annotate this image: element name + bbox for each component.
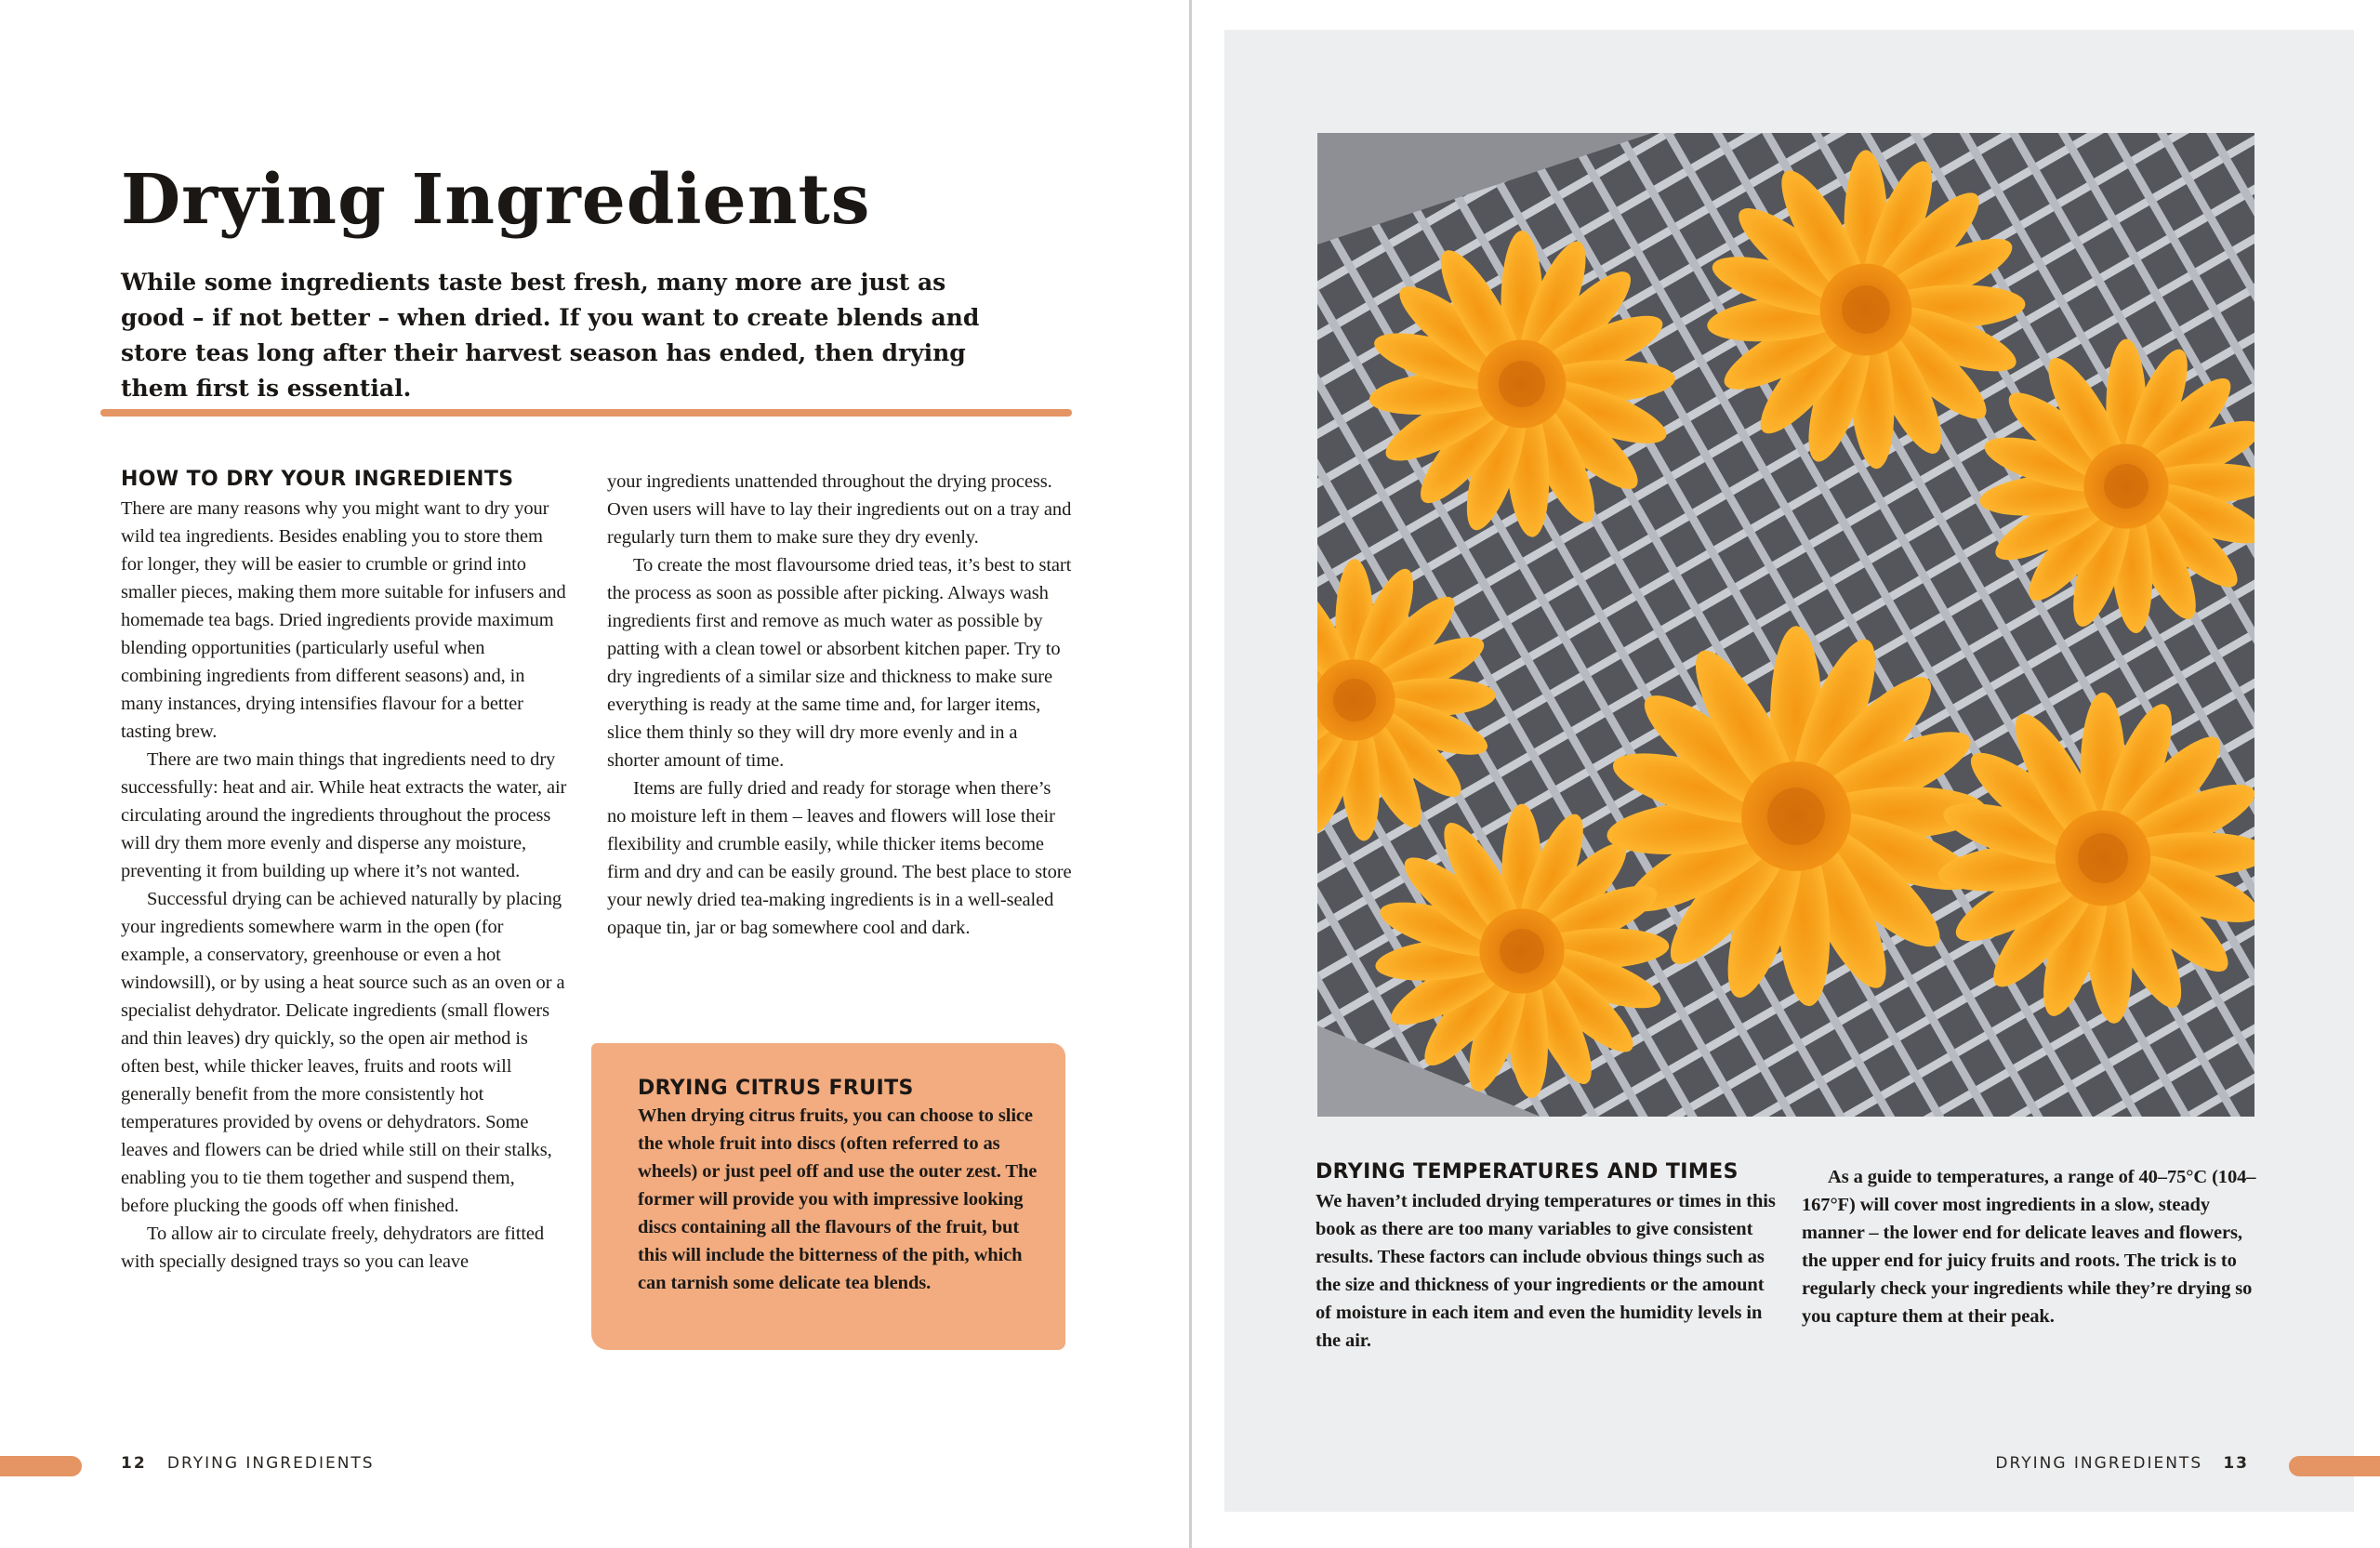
body-text bbox=[607, 468, 1072, 942]
flower-illustration bbox=[1317, 133, 2254, 1117]
paragraph: Successful drying can be achieved naturally by placing your ingredients somewhere warm in the open (for example, a conservatory, greenhouse or even a hot windowsill), or by using a heat source such as an oven or a specialist dehydrator. Delicate ingredients (small flowers and thin leaves) dry quickly, so the open air method is often best, while thicker leaves, fruits and roots will generally benefit from the more consistently hot temperatures provided by ovens or dehydrators. Some leaves and flowers can be dried while still on their stalks, enabling you to tie them together and suspend them, before plucking the goods off when finished. bbox=[121, 889, 565, 1216]
body-text bbox=[121, 495, 567, 1276]
running-head: DRYING INGREDIENTS bbox=[166, 1454, 375, 1473]
brush-divider bbox=[100, 409, 1072, 417]
running-head: DRYING INGREDIENTS bbox=[1995, 1454, 2203, 1473]
folio-left bbox=[121, 1454, 375, 1473]
text-column-4 bbox=[1802, 1163, 2267, 1330]
sidebar-heading: DRYING CITRUS FRUITS bbox=[638, 1077, 914, 1100]
text-column-2 bbox=[607, 468, 1072, 942]
footer-accent-bar bbox=[0, 1456, 82, 1476]
sidebar-text bbox=[638, 1102, 1047, 1297]
section-heading-how-to-dry: HOW TO DRY YOUR INGREDIENTS bbox=[121, 468, 514, 491]
paragraph: We haven’t included drying temperatures or times in this book as there are too many variables to give consistent results. These factors can include obvious things such as the size and thickness of your ingredients or the amount of moisture in each item and even the humidity levels in the air. bbox=[1316, 1191, 1776, 1351]
footer-accent-bar bbox=[2289, 1456, 2380, 1476]
text-column-3 bbox=[1316, 1160, 1780, 1355]
left-page bbox=[0, 0, 1183, 1548]
folio-right bbox=[1995, 1454, 2249, 1473]
paragraph: When drying citrus fruits, you can choose to slice the whole fruit into discs (often referred to as wheels) or just peel off and use the outer zest. The former will provide you with impressive looking discs containing all the flavours of the fruit, but this will include the bitterness of the pith, which can tarnish some delicate tea blends. bbox=[638, 1105, 1038, 1293]
paragraph: As a guide to temperatures, a range of 40–75°C (104–167°F) will cover most ingredients in a slow, steady manner – the lower end for delicate leaves and flowers, the upper end for juicy fruits and roots. The trick is to regularly check your ingredients while they’re drying so you capture them at their peak. bbox=[1802, 1167, 2256, 1327]
page-number: 13 bbox=[2223, 1454, 2249, 1473]
paragraph: There are two main things that ingredients need to dry successfully: heat and air. While heat extracts the water, air circulating around the ingredients throughout the process will dry them more evenly and disperse any moisture, preventing it from building up where it’s not wanted. bbox=[121, 749, 567, 881]
page-number: 12 bbox=[121, 1454, 147, 1473]
paragraph: To create the most flavoursome dried teas, it’s best to start the process as soon as possible after picking. Always wash ingredients first and remove as much water as possible by patting with a clean towel or absorbent kitchen paper. Try to dry ingredients of a similar size and thickness to make sure everything is ready at the same time and, for larger items, slice them thinly so they will dry more evenly and in a shorter amount of time. bbox=[607, 555, 1072, 771]
text-column-1 bbox=[121, 468, 567, 1276]
intro-paragraph: While some ingredients taste best fresh, many more are just as good – if not better – when dried. If you want to create blends and store teas long after their harvest season has ended, then drying them first is essential. bbox=[121, 269, 980, 402]
page-title: Drying Ingredients bbox=[121, 160, 871, 240]
paragraph: There are many reasons why you might want to dry your wild tea ingredients. Besides enabling you to store them for longer, they will be easier to crumble or grind into smaller pieces, making them more suitable for infusers and homemade tea bags. Dried ingredients provide maximum blending opportunities (particularly useful when combining ingredients from different seasons) and, in many instances, drying intensifies flavour for a better tasting brew. bbox=[121, 498, 566, 742]
paragraph: Items are fully dried and ready for storage when there’s no moisture left in them – leaves and flowers will lose their flexibility and crumble easily, while thicker items become firm and dry and can be easily ground. The best place to store your newly dried tea-making ingredients is in a well-sealed opaque tin, jar or bag somewhere cool and dark. bbox=[607, 778, 1072, 938]
section-heading-temperatures: DRYING TEMPERATURES AND TIMES bbox=[1316, 1160, 1739, 1184]
sidebar-box-citrus bbox=[591, 1043, 1065, 1350]
paragraph: your ingredients unattended throughout the drying process. Oven users will have to lay their ingredients out on a tray and regularly turn them to make sure they dry evenly. bbox=[607, 471, 1072, 548]
body-text bbox=[1316, 1187, 1780, 1355]
calendula-photo bbox=[1317, 133, 2254, 1117]
body-text bbox=[1802, 1163, 2267, 1330]
paragraph: To allow air to circulate freely, dehydrators are fitted with specially designed trays so you can leave bbox=[121, 1224, 545, 1272]
